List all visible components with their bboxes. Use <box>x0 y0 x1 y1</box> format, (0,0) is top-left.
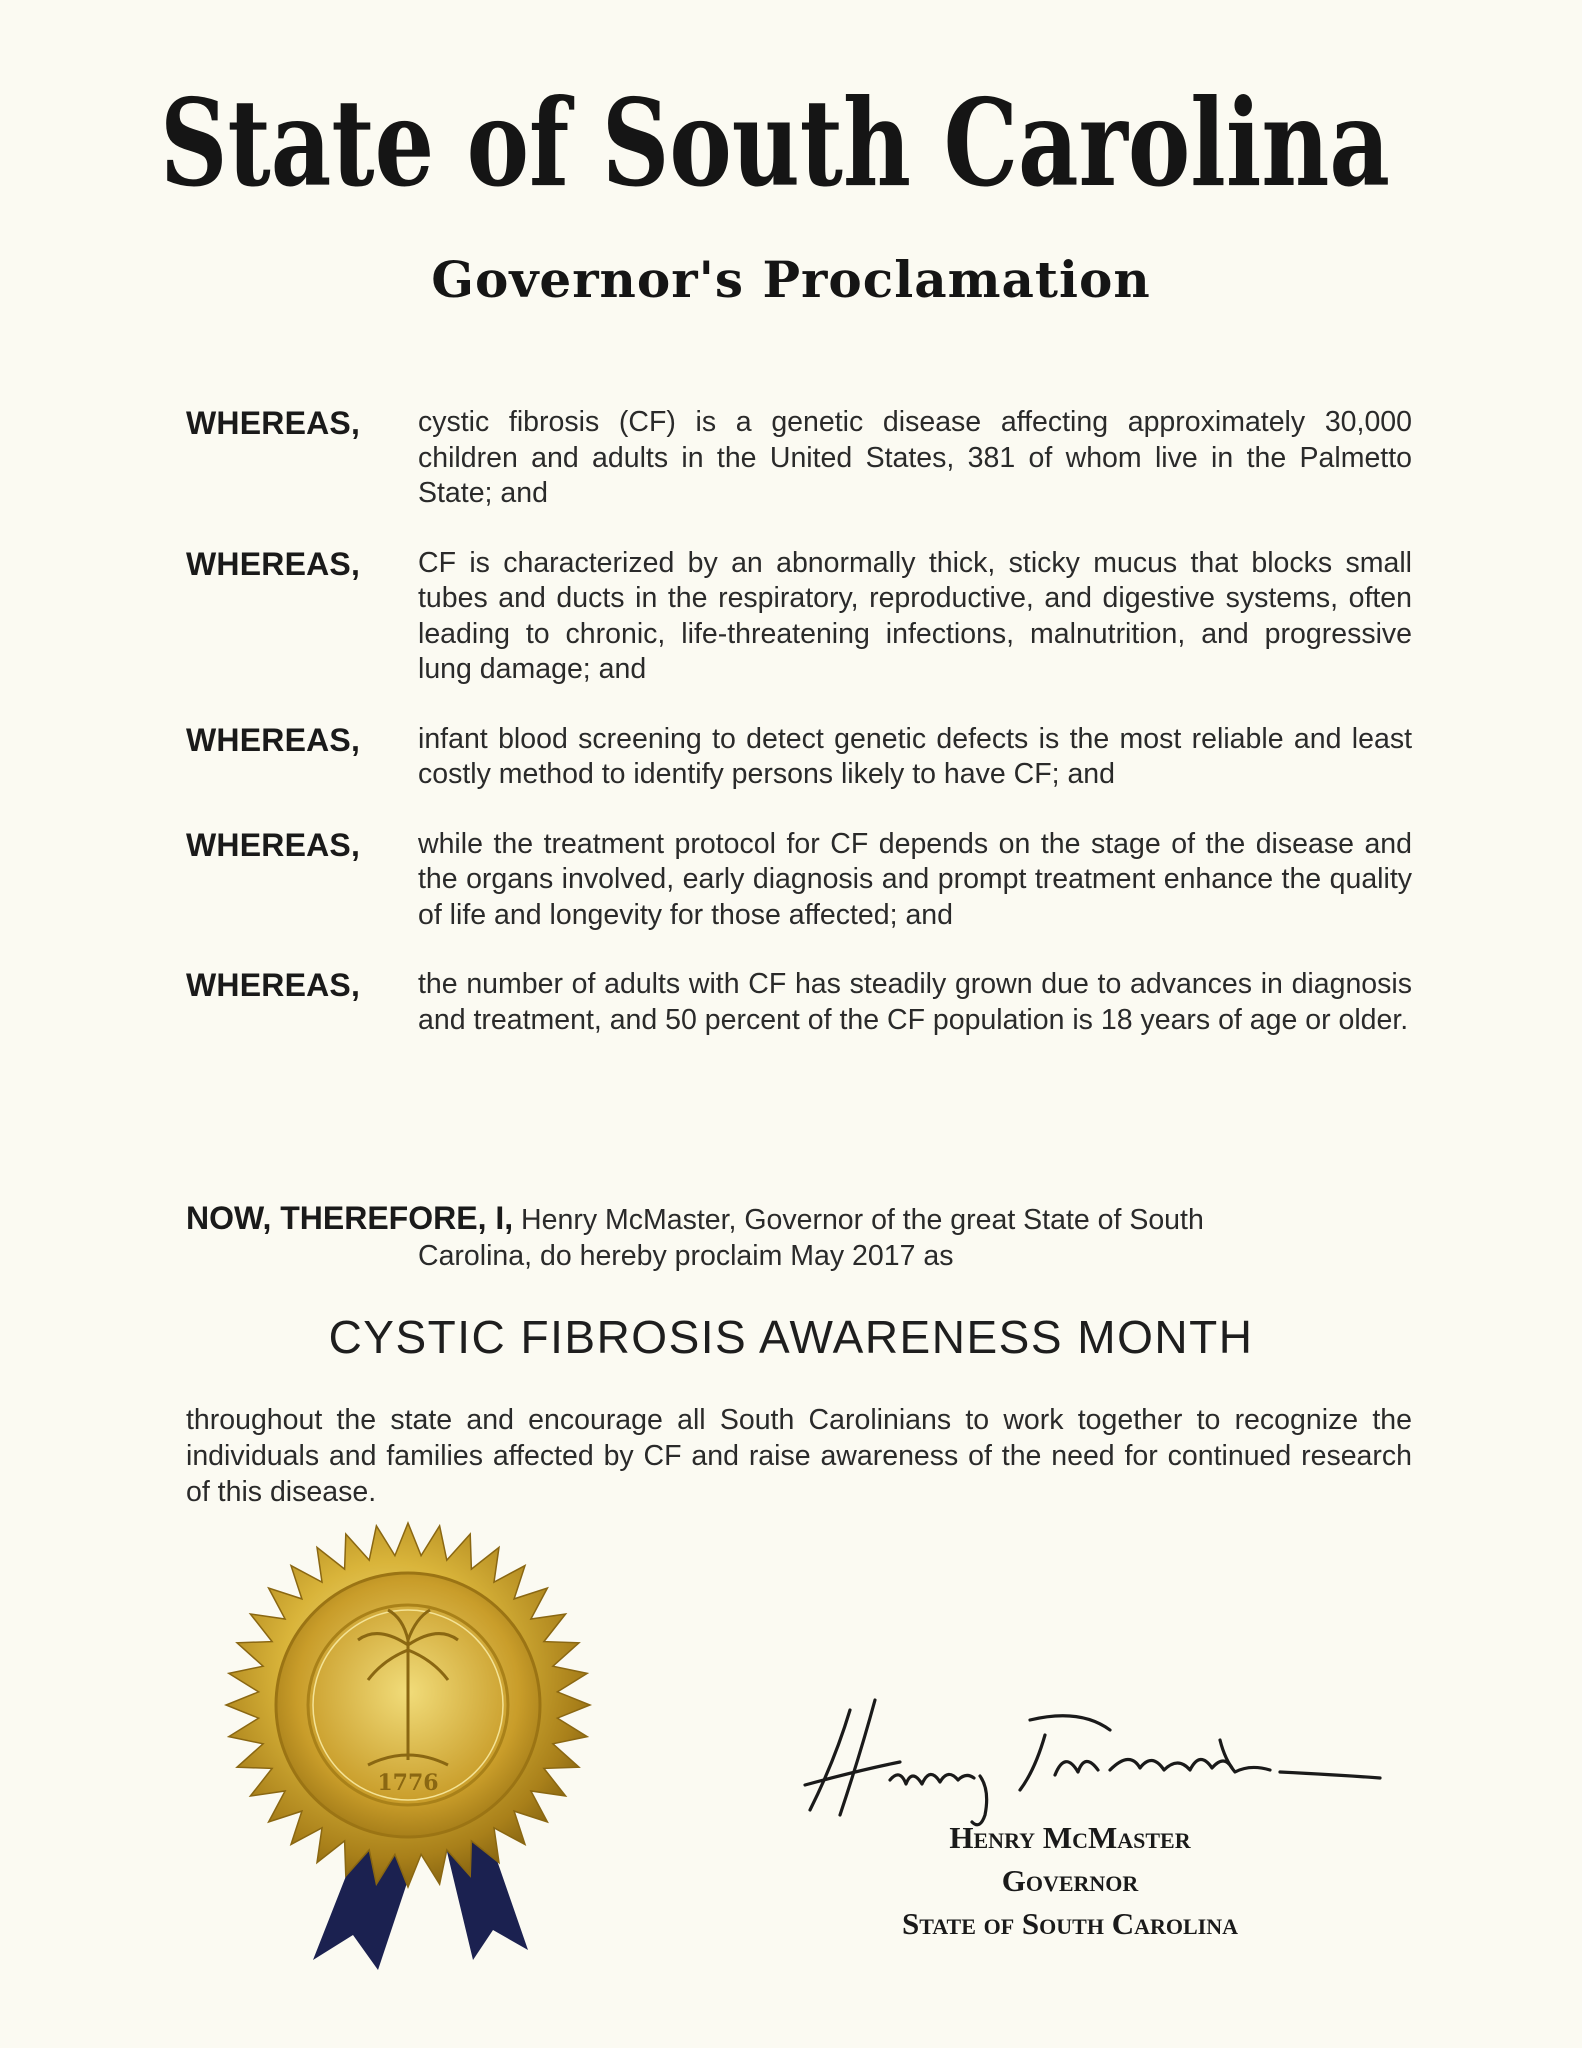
clause-text: while the treatment protocol for CF depends on the stage of the disease and the organs involved, early diagnosis and prompt treatment enhance the quality of life and longevity for those affected; and <box>418 827 1412 931</box>
whereas-clause <box>186 722 1412 793</box>
clause-text: CF is characterized by an abnormally thick, sticky mucus that blocks small tubes and ducts in the respiratory, reproductive, and digestive systems, often leading to chronic, life-threatening infections, malnutrition, and progressive lung damage; and <box>418 546 1412 685</box>
closing-paragraph: throughout the state and encourage all South Carolinians to work together to recognize the individuals and families affected by CF and raise awareness of the need for continued research of this disease. <box>186 1404 1412 1508</box>
clause-text: the number of adults with CF has steadily grown due to advances in diagnosis and treatment, and 50 percent of the CF population is 18 years of age or older. <box>418 968 1412 1036</box>
clause-label: WHEREAS, <box>186 721 361 758</box>
document-subtitle: Governor's Proclamation <box>431 250 1151 309</box>
whereas-clause <box>186 546 1412 688</box>
clause-label: WHEREAS, <box>186 545 361 582</box>
whereas-clause <box>186 967 1412 1038</box>
clause-text: infant blood screening to detect genetic defects is the most reliable and least costly method to identify persons likely to have CF; and <box>418 722 1412 790</box>
gold-seal <box>218 1490 598 1970</box>
now-therefore-label: NOW, THEREFORE, I, <box>186 1200 514 1236</box>
whereas-clause <box>186 827 1412 934</box>
governor-name: Henry McMaster <box>949 1820 1191 1855</box>
now-therefore-text-line1: Henry McMaster, Governor of the great State of South <box>521 1204 1204 1236</box>
clause-text: cystic fibrosis (CF) is a genetic disease affecting approximately 30,000 children and adults in the United States, 381 of whom live in the Palmetto State; and <box>418 406 1412 509</box>
proclamation-title: CYSTIC FIBROSIS AWARENESS MONTH <box>328 1311 1254 1363</box>
clause-label: WHEREAS, <box>186 967 361 1003</box>
governor-state: State of South Carolina <box>902 1906 1238 1941</box>
document-title-text: State of South Carolina <box>160 73 1390 214</box>
now-therefore-paragraph <box>186 1200 1412 1274</box>
clause-label: WHEREAS, <box>186 405 361 441</box>
clause-label: WHEREAS, <box>186 826 361 863</box>
now-therefore-text-line2: Carolina, do hereby proclaim May 2017 as <box>418 1240 954 1272</box>
whereas-clauses <box>186 405 1412 1038</box>
whereas-clause <box>186 405 1412 512</box>
signature-block <box>820 1816 1320 1945</box>
seal-year: 1776 <box>377 1770 439 1796</box>
governor-title: Governor <box>1001 1863 1139 1898</box>
